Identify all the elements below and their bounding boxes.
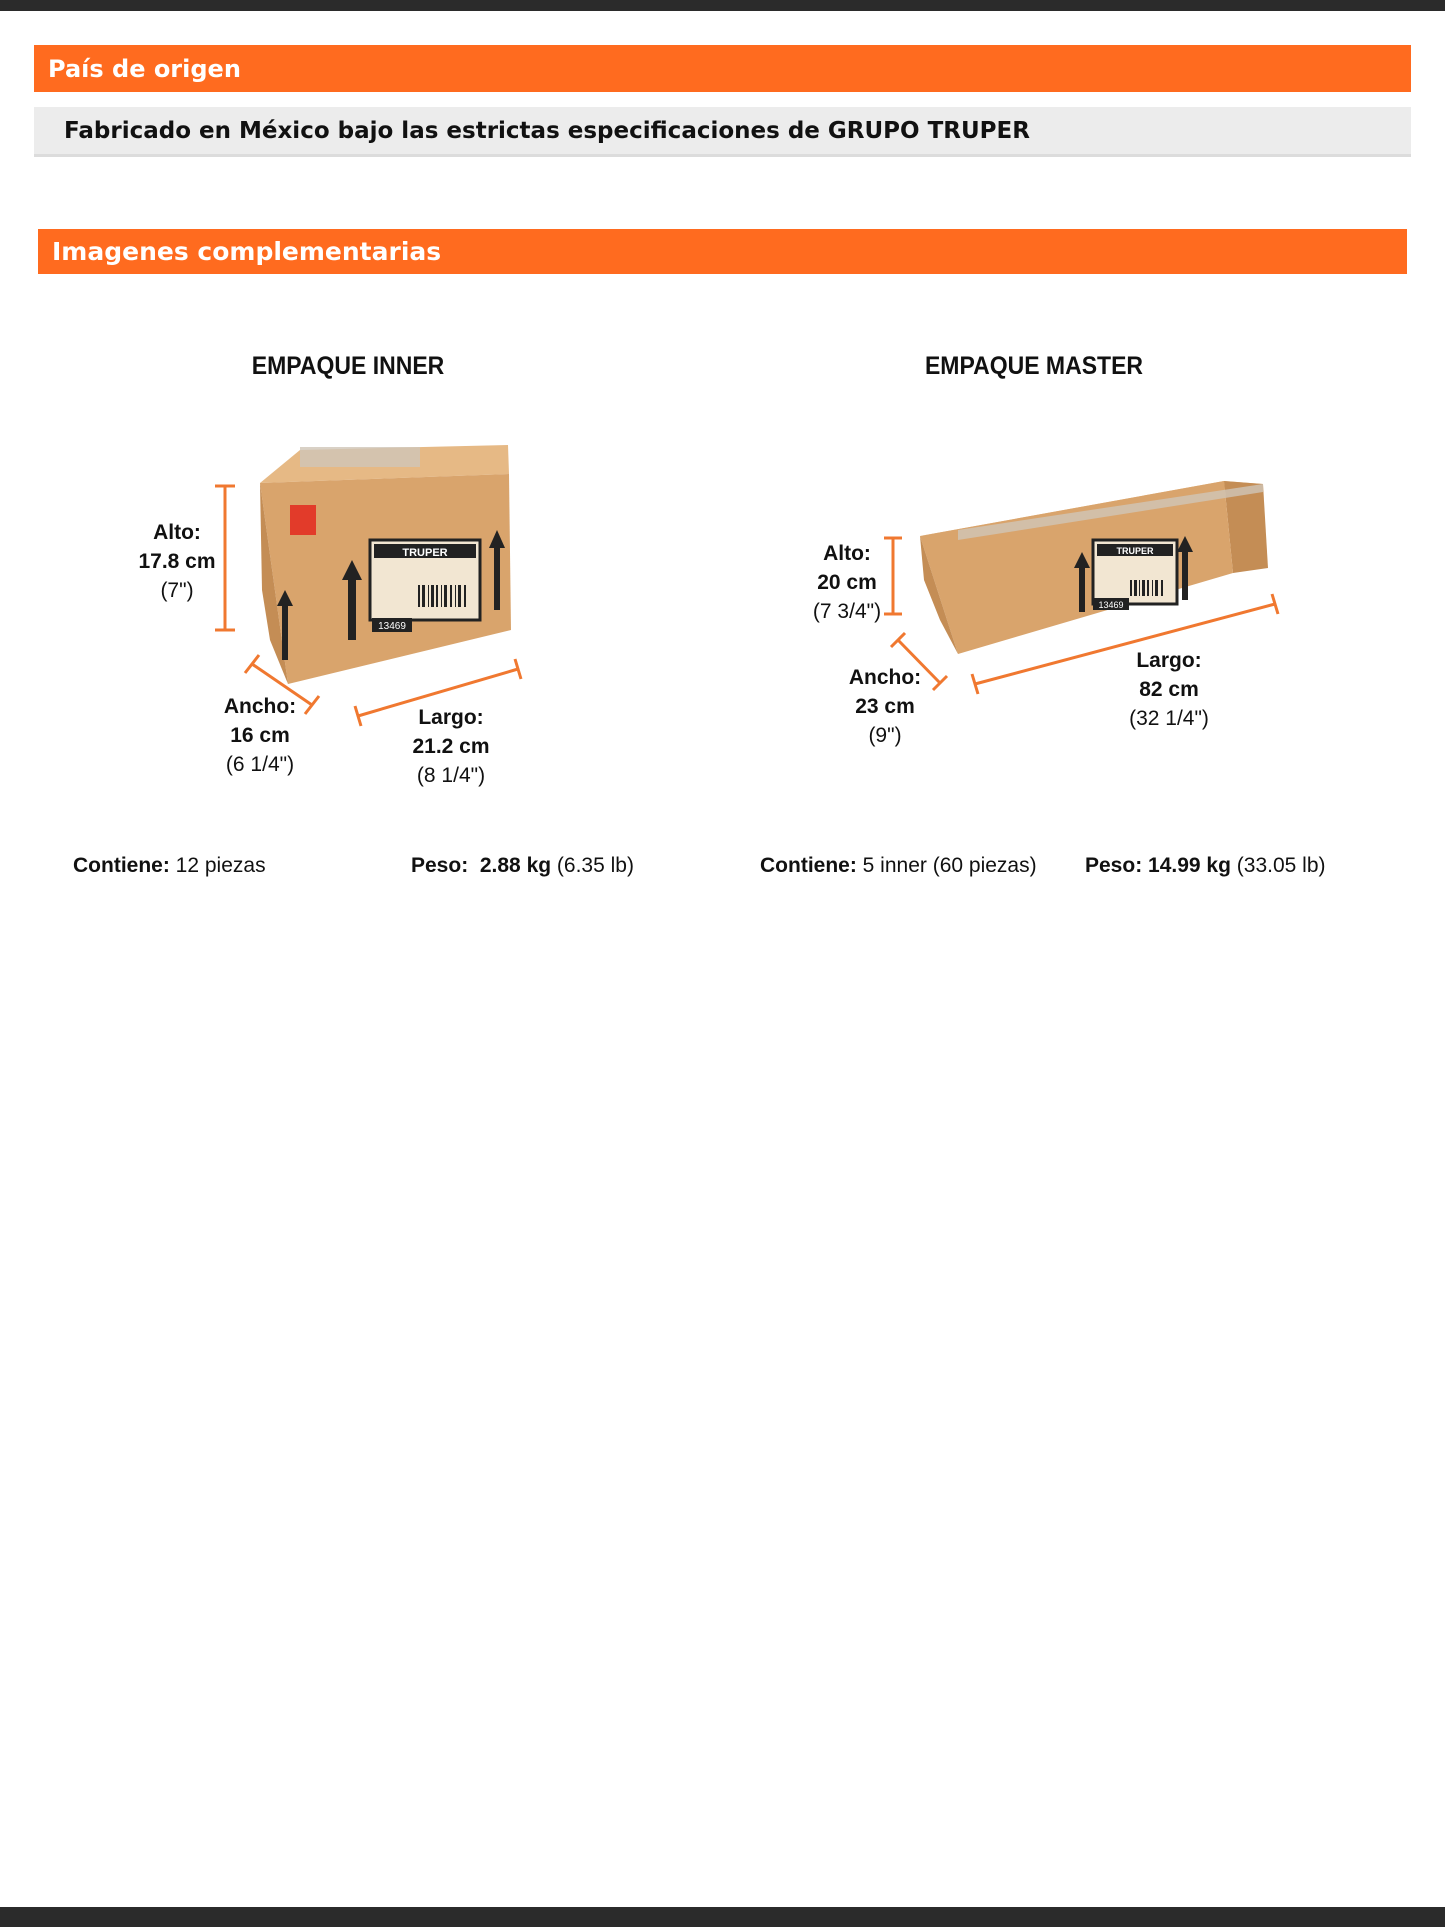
inner-contents-label: Contiene: xyxy=(73,854,170,877)
inner-box-brand: TRUPER xyxy=(402,547,448,559)
inner-contents xyxy=(73,854,266,878)
inner-ancho-value: 16 cm xyxy=(230,724,290,747)
master-largo-label: Largo: xyxy=(1136,649,1202,672)
inner-box-tape xyxy=(300,447,420,467)
inner-box-code: 13469 xyxy=(378,621,406,632)
master-weight-label: Peso: xyxy=(1085,854,1143,877)
master-ancho-dimension xyxy=(815,663,955,750)
inner-alto-label: Alto: xyxy=(153,521,201,544)
master-ancho-label: Ancho: xyxy=(848,666,922,689)
master-weight-value: 14.99 kg xyxy=(1148,854,1231,877)
master-box-brand: TRUPER xyxy=(1116,546,1154,556)
master-alto-dimension xyxy=(777,539,917,626)
bottom-bar xyxy=(0,1907,1445,1927)
inner-ancho-dimension xyxy=(190,692,330,779)
master-contents xyxy=(760,854,1037,878)
inner-alto-value: 17.8 cm xyxy=(138,550,216,573)
master-package-title: EMPAQUE MASTER xyxy=(924,352,1144,380)
inner-box-sticker xyxy=(290,505,316,535)
inner-largo-value: 21.2 cm xyxy=(412,735,490,758)
inner-largo-label: Largo: xyxy=(418,706,484,729)
inner-ancho-label: Ancho: xyxy=(223,695,297,718)
inner-weight-imperial: (6.35 lb) xyxy=(556,854,634,877)
master-largo-imperial: (32 1/4") xyxy=(1129,707,1209,730)
inner-weight-value: 2.88 kg xyxy=(479,854,552,877)
inner-contents-value: 12 piezas xyxy=(175,854,266,877)
inner-largo-dimension xyxy=(381,703,521,790)
master-largo-dimension xyxy=(1099,646,1239,733)
inner-weight xyxy=(411,854,634,878)
inner-weight-label: Peso: xyxy=(411,854,469,877)
master-alto-imperial: (7 3/4") xyxy=(812,600,882,623)
images-header-label: Imagenes complementarias xyxy=(52,237,442,266)
origin-header-label: País de origen xyxy=(48,54,241,83)
master-ancho-value: 23 cm xyxy=(855,695,915,718)
inner-ancho-imperial: (6 1/4") xyxy=(225,753,295,776)
master-largo-value: 82 cm xyxy=(1139,678,1199,701)
inner-alto-dimension xyxy=(107,518,247,605)
origin-statement-text: Fabricado en México bajo las estrictas especificaciones de GRUPO TRUPER xyxy=(64,117,1030,144)
master-contents-value: 5 inner (60 piezas) xyxy=(862,854,1037,877)
master-alto-label: Alto: xyxy=(823,542,871,565)
master-alto-value: 20 cm xyxy=(817,571,877,594)
master-contents-label: Contiene: xyxy=(760,854,857,877)
master-weight xyxy=(1085,854,1326,878)
inner-largo-imperial: (8 1/4") xyxy=(416,764,486,787)
inner-box-image xyxy=(260,445,511,684)
master-ancho-imperial: (9") xyxy=(868,724,902,747)
inner-package-title: EMPAQUE INNER xyxy=(251,352,445,380)
inner-alto-imperial: (7") xyxy=(160,579,194,602)
master-box-code: 13469 xyxy=(1098,600,1124,610)
master-weight-imperial: (33.05 lb) xyxy=(1236,854,1326,877)
master-box-image xyxy=(920,481,1268,654)
